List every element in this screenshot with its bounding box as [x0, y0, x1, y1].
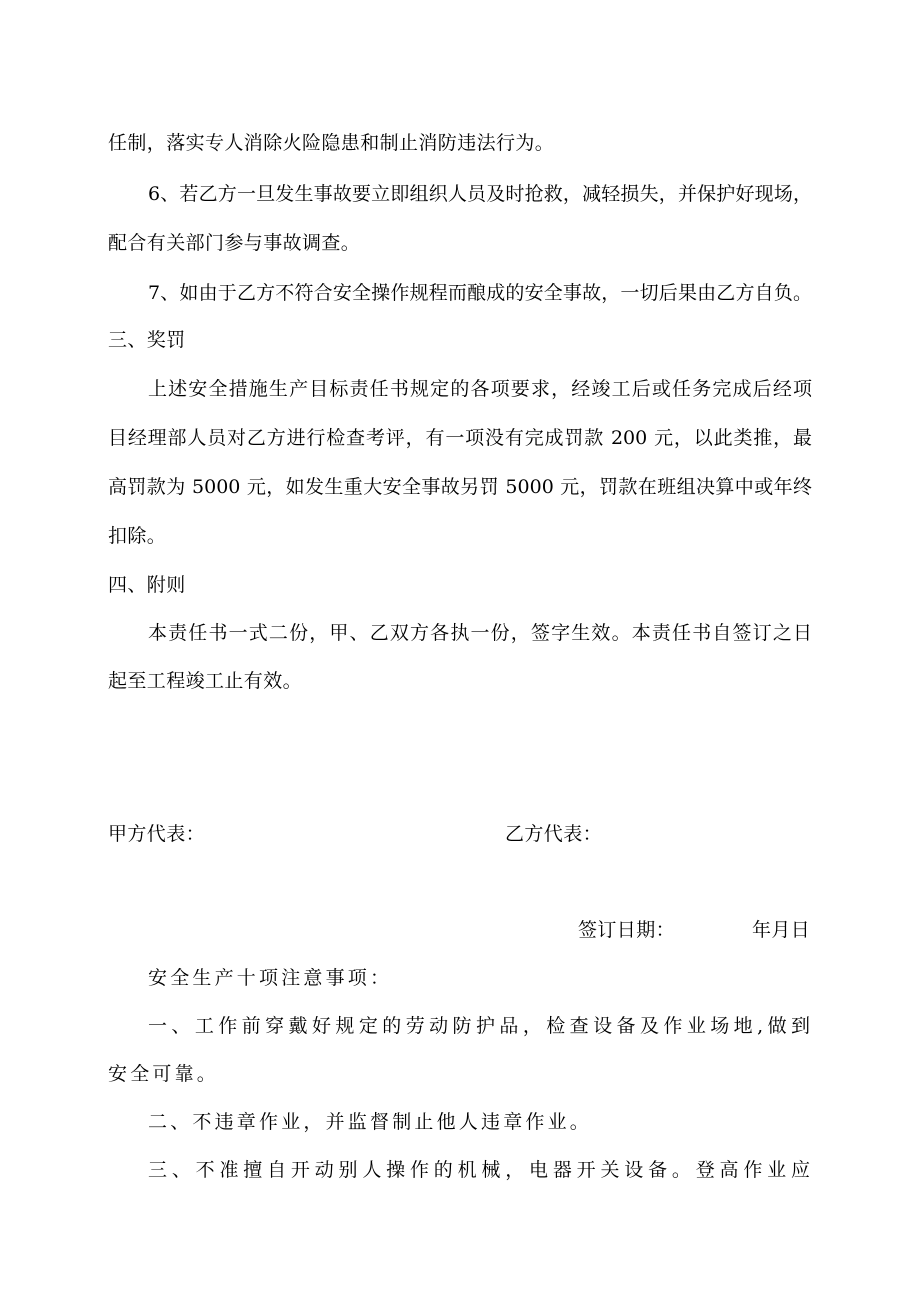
sign-date-label: 签订日期： [578, 919, 676, 941]
note-2: 二、不违章作业，并监督制止他人违章作业。 [148, 1111, 593, 1133]
party-b-signature-label: 乙方代表： [505, 823, 603, 845]
rewards-line-2: 目经理部人员对乙方进行检查考评，有一项没有完成罚款 200 元，以此类推，最 [108, 427, 812, 449]
notes-title: 安全生产十项注意事项： [148, 967, 393, 989]
clause-6-line-1: 6、若乙方一旦发生事故要立即组织人员及时抢救，减轻损失，并保护好现场， [148, 183, 812, 205]
rewards-line-4: 扣除。 [108, 525, 167, 547]
clause-6-line-2: 配合有关部门参与事故调查。 [108, 232, 361, 254]
note-1-line-1: 一、工作前穿戴好规定的劳动防护品，检查设备及作业场地,做到 [148, 1015, 812, 1037]
appendix-line-1: 本责任书一式二份，甲、乙双方各执一份，签字生效。本责任书自签订之日 [148, 622, 812, 644]
note-1-line-2: 安全可靠。 [108, 1063, 220, 1085]
section-heading-appendix: 四、附则 [108, 574, 186, 596]
paragraph-line: 任制，落实专人消除火险隐患和制止消防违法行为。 [108, 132, 555, 154]
rewards-line-1: 上述安全措施生产目标责任书规定的各项要求，经竣工后或任务完成后经项 [148, 378, 812, 400]
section-heading-rewards: 三、奖罚 [108, 329, 186, 351]
note-3-line-1: 三、不准擅自开动别人操作的机械，电器开关设备。登高作业应 [148, 1159, 812, 1181]
appendix-line-2: 起至工程竣工止有效。 [108, 670, 303, 692]
rewards-line-3: 高罚款为 5000 元，如发生重大安全事故另罚 5000 元，罚款在班组决算中或年终 [108, 476, 812, 498]
clause-7: 7、如由于乙方不符合安全操作规程而酿成的安全事故，一切后果由乙方自负。 [148, 282, 812, 304]
party-a-signature-label: 甲方代表： [108, 823, 206, 845]
sign-date-ymd: 年月日 [752, 919, 811, 941]
